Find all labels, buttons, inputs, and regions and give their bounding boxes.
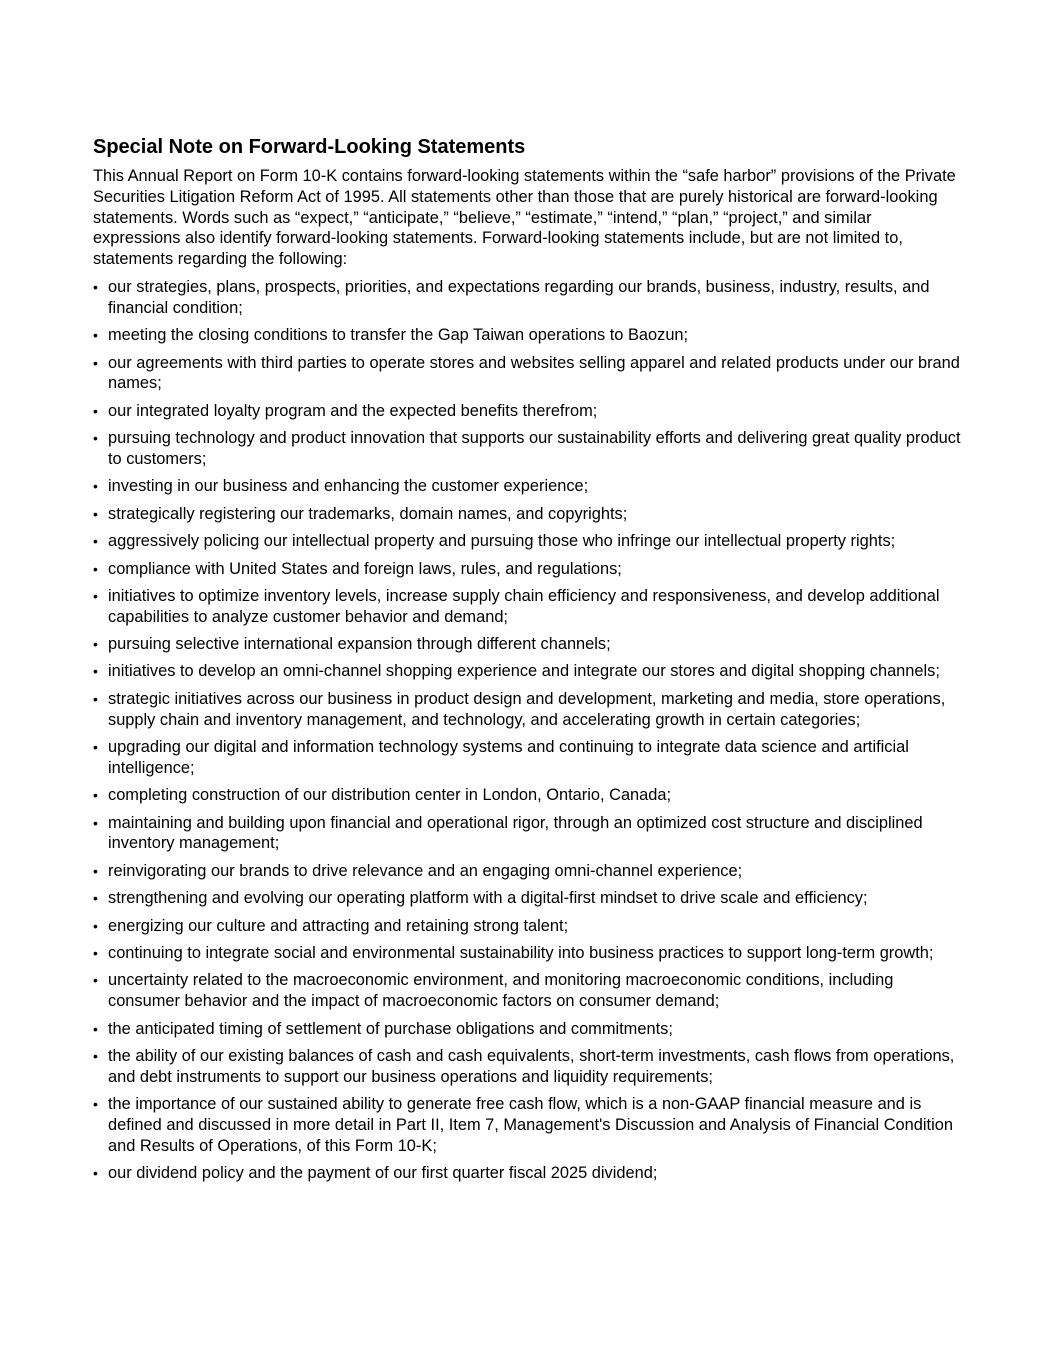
list-item xyxy=(93,1046,963,1088)
bullet-icon: • xyxy=(93,890,98,907)
bullet-icon: • xyxy=(93,587,98,604)
list-item-text: strategic initiatives across our business in product design and development, marketing and media, store operations, supply chain and inventory management, and technology, and accelerating growth in certain categories; xyxy=(108,689,946,729)
list-item-text: our integrated loyalty program and the expected benefits therefrom; xyxy=(108,401,598,420)
bullet-icon: • xyxy=(93,1047,98,1064)
list-item xyxy=(93,1094,963,1156)
list-item-text: strengthening and evolving our operating platform with a digital-first mindset to drive scale and efficiency; xyxy=(108,889,868,908)
bullet-icon: • xyxy=(93,690,98,707)
list-item xyxy=(93,785,963,806)
list-item xyxy=(93,586,963,628)
bullet-icon: • xyxy=(93,739,98,756)
bullet-icon: • xyxy=(93,1020,98,1037)
bullet-icon: • xyxy=(93,1165,98,1182)
list-item xyxy=(93,689,963,731)
list-item-text: strategically registering our trademarks, domain names, and copyrights; xyxy=(108,504,628,523)
bullet-icon: • xyxy=(93,972,98,989)
list-item xyxy=(93,1163,963,1184)
bullet-icon: • xyxy=(93,636,98,653)
list-item-text: continuing to integrate social and environmental sustainability into business practices to support long-term growth; xyxy=(108,943,934,962)
bullet-icon: • xyxy=(93,787,98,804)
list-item xyxy=(93,916,963,937)
list-item xyxy=(93,559,963,580)
list-item-text: our dividend policy and the payment of our first quarter fiscal 2025 dividend; xyxy=(108,1164,658,1183)
list-item-text: compliance with United States and foreign laws, rules, and regulations; xyxy=(108,559,622,578)
list-item-text: pursuing selective international expansion through different channels; xyxy=(108,635,611,654)
list-item-text: the importance of our sustained ability to generate free cash flow, which is a non-GAAP financial measure and is defined and discussed in more detail in Part II, Item 7, Management's Discussion and Analysis of Financial Condition and Results of Operations, of this Form 10-K; xyxy=(108,1095,953,1155)
bullet-icon: • xyxy=(93,663,98,680)
bullet-icon: • xyxy=(93,430,98,447)
list-item xyxy=(93,737,963,779)
list-item xyxy=(93,504,963,525)
list-item-text: energizing our culture and attracting and retaining strong talent; xyxy=(108,916,569,935)
section-title: Special Note on Forward-Looking Statements xyxy=(93,136,526,158)
list-item xyxy=(93,970,963,1012)
list-item xyxy=(93,943,963,964)
list-item-text: aggressively policing our intellectual property and pursuing those who infringe our intellectual property rights; xyxy=(108,532,896,551)
list-item xyxy=(93,401,963,422)
list-item xyxy=(93,428,963,470)
bullet-list xyxy=(93,277,963,1184)
bullet-icon: • xyxy=(93,533,98,550)
list-item-text: the anticipated timing of settlement of purchase obligations and commitments; xyxy=(108,1019,673,1038)
bullet-icon: • xyxy=(93,917,98,934)
document-page xyxy=(93,134,963,1191)
list-item xyxy=(93,634,963,655)
list-item xyxy=(93,888,963,909)
bullet-icon: • xyxy=(93,278,98,295)
bullet-icon: • xyxy=(93,327,98,344)
list-item-text: investing in our business and enhancing the customer experience; xyxy=(108,477,589,496)
list-item xyxy=(93,353,963,395)
bullet-icon: • xyxy=(93,944,98,961)
list-item xyxy=(93,476,963,497)
list-item-text: reinvigorating our brands to drive relevance and an engaging omni-channel experience; xyxy=(108,861,743,880)
list-item xyxy=(93,1019,963,1040)
bullet-icon: • xyxy=(93,402,98,419)
bullet-icon: • xyxy=(93,505,98,522)
list-item-text: upgrading our digital and information technology systems and continuing to integrate data science and artificial intelligence; xyxy=(108,738,909,777)
list-item-text: initiatives to optimize inventory levels, increase supply chain efficiency and responsiveness, and develop additional capabilities to analyze customer behavior and demand; xyxy=(108,586,940,626)
bullet-icon: • xyxy=(93,862,98,879)
bullet-icon: • xyxy=(93,1096,98,1113)
list-item xyxy=(93,661,963,682)
list-item-text: the ability of our existing balances of cash and cash equivalents, short-term investments, cash flows from operations, and debt instruments to support our business operations and liquidity requirements; xyxy=(108,1046,955,1086)
list-item-text: meeting the closing conditions to transfer the Gap Taiwan operations to Baozun; xyxy=(108,326,689,345)
list-item-text: uncertainty related to the macroeconomic environment, and monitoring macroeconomic conditions, including consumer behavior and the impact of macroeconomic factors on consumer demand; xyxy=(108,971,894,1011)
list-item-text: pursuing technology and product innovation that supports our sustainability efforts and delivering great quality product to customers; xyxy=(108,429,961,468)
bullet-icon: • xyxy=(93,560,98,577)
list-item xyxy=(93,277,963,319)
list-item xyxy=(93,531,963,552)
list-item-text: initiatives to develop an omni-channel shopping experience and integrate our stores and digital shopping channels; xyxy=(108,662,940,681)
list-item xyxy=(93,325,963,346)
list-item xyxy=(93,861,963,882)
list-item-text: our agreements with third parties to operate stores and websites selling apparel and related products under our brand names; xyxy=(108,353,960,393)
bullet-icon: • xyxy=(93,478,98,495)
intro-paragraph: This Annual Report on Form 10-K contains forward-looking statements within the “safe harbor” provisions of the Private Securities Litigation Reform Act of 1995. All statements other than those that are purely historical are forward-looking statements. Words such as “expect,” “anticipate,” “believe,” “estimate,” “intend,” “plan,” “project,” and similar expressions also identify forward-looking statements. Forward-looking statements include, but are not limited to, statements regarding the following: xyxy=(93,167,956,269)
bullet-icon: • xyxy=(93,814,98,831)
list-item-text: our strategies, plans, prospects, priorities, and expectations regarding our brands, business, industry, results, and financial condition; xyxy=(108,277,930,317)
bullet-icon: • xyxy=(93,354,98,371)
list-item-text: maintaining and building upon financial and operational rigor, through an optimized cost structure and disciplined inventory management; xyxy=(108,813,923,853)
list-item xyxy=(93,813,963,855)
list-item-text: completing construction of our distribution center in London, Ontario, Canada; xyxy=(108,786,672,805)
